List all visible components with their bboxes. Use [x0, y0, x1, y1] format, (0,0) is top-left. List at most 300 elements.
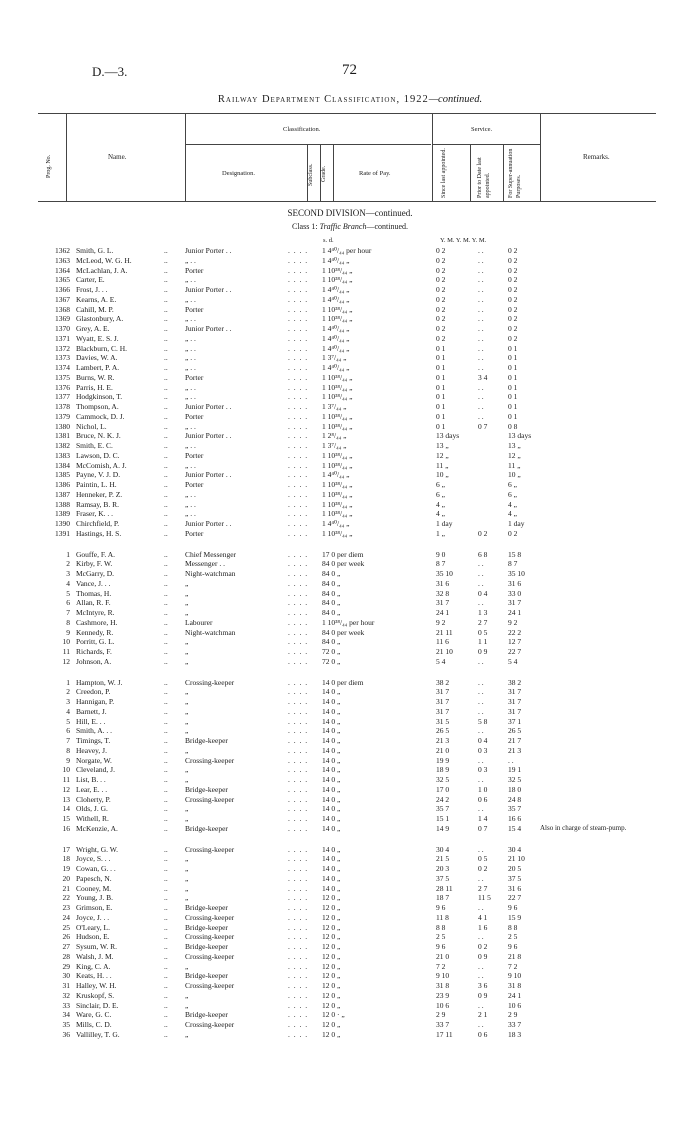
cell-designation: Junior Porter . .: [185, 431, 232, 441]
page-number: 72: [342, 62, 357, 78]
leader-dots: . . . .: [288, 324, 309, 333]
leader-dots: . . . .: [288, 823, 309, 833]
leader-dots: . . . .: [288, 637, 309, 647]
table-row: [0, 1020, 700, 1030]
cell-service-since-last: 0 1: [436, 343, 446, 353]
cell-service-prior: . .: [478, 304, 484, 314]
cell-rate-of-pay: 1 4⁴⁰/₄₄ „: [322, 333, 350, 343]
cell-service-prior: 0 4: [478, 736, 488, 745]
table-row: [0, 854, 700, 864]
table-row: [0, 246, 700, 256]
cell-leader-dots: ..: [164, 1020, 168, 1029]
cell-name: Hill, E. . .: [76, 716, 106, 726]
table-row: [0, 1010, 700, 1020]
cell-name: Blackburn, C. H.: [76, 343, 128, 353]
cell-leader-dots: ..: [164, 441, 168, 450]
table-row: [0, 795, 700, 805]
cell-service-since-last: 9 6: [436, 942, 446, 951]
cell-service-since-last: 0 1: [436, 421, 446, 431]
cell-service-prior: 2 7: [478, 883, 488, 893]
cell-prog-no: 23: [62, 903, 70, 912]
cell-prog-no: 29: [62, 961, 70, 971]
cell-leader-dots: ..: [164, 353, 168, 363]
cell-leader-dots: ..: [164, 971, 168, 981]
cell-designation: „: [185, 864, 189, 873]
cell-rate-of-pay: 1 10³⁸/₄₄ „: [322, 275, 353, 285]
table-row: [0, 305, 700, 315]
cell-name: McIntyre, R.: [76, 608, 115, 617]
cell-service-prior: 0 2: [478, 942, 488, 951]
leader-dots: . . . .: [288, 460, 309, 470]
table-row: [0, 295, 700, 305]
cell-name: Bruce, N. K. J.: [76, 431, 121, 441]
leader-dots: . . . .: [288, 559, 309, 569]
cell-service-superannuation: 9 6: [508, 903, 518, 912]
cell-name: Paintin, L. H.: [76, 480, 117, 489]
cell-service-superannuation: 21 10: [508, 854, 525, 864]
cell-service-prior: 0 2: [478, 864, 488, 873]
cell-service-prior: . .: [478, 775, 484, 784]
cell-service-prior: . .: [478, 578, 484, 588]
cell-leader-dots: ..: [164, 656, 168, 666]
leader-dots: . . . .: [288, 333, 309, 343]
cell-name: King, C. A.: [76, 961, 111, 971]
cell-name: Cowan, G. . .: [76, 864, 116, 873]
cell-name: Grey, A. E.: [76, 324, 110, 333]
cell-service-superannuation: 6 „: [508, 480, 517, 489]
cell-leader-dots: ..: [164, 578, 168, 588]
cell-service-since-last: 31 7: [436, 687, 450, 697]
cell-service-prior: 3 4: [478, 372, 488, 382]
section-heading: SECOND DIVISION—continued.: [287, 208, 413, 218]
cell-rate-of-pay: 84 0 „: [322, 588, 341, 598]
cell-service-prior: 1 0: [478, 784, 488, 794]
cell-designation: „ . .: [185, 353, 196, 363]
col-for-super: For Super-annuation Purposes.: [508, 148, 522, 198]
cell-prog-no: 1365: [55, 275, 70, 285]
leader-dots: . . . .: [288, 755, 309, 765]
cell-prog-no: 11: [62, 647, 70, 656]
title-main: Railway Department Classification, 1922: [217, 94, 429, 105]
cell-prog-no: 10: [62, 765, 70, 775]
cell-designation: „: [185, 961, 189, 971]
cell-rate-of-pay: 1 4⁴⁰/₄₄ „: [322, 363, 350, 372]
cell-leader-dots: ..: [164, 1029, 168, 1039]
leader-dots: . . . .: [288, 246, 309, 255]
cell-prog-no: 19: [62, 864, 70, 873]
cell-service-prior: . .: [478, 314, 484, 324]
cell-service-prior: 1 3: [478, 608, 488, 617]
cell-rate-of-pay: 12 0 „: [322, 1000, 341, 1010]
section-subheading: [0, 222, 700, 231]
leader-dots: . . . .: [288, 922, 309, 932]
cell-leader-dots: ..: [164, 794, 168, 804]
leader-dots: . . . .: [288, 932, 309, 942]
table-row: [0, 480, 700, 490]
cell-service-since-last: 9 6: [436, 903, 446, 912]
cell-prog-no: 1374: [55, 363, 70, 372]
cell-rate-of-pay: 12 0 „: [322, 981, 341, 990]
cell-designation: „ . .: [185, 382, 196, 392]
leader-dots: . . . .: [288, 489, 309, 499]
leader-dots: . . . .: [288, 864, 309, 873]
cell-service-superannuation: 0 2: [508, 275, 518, 285]
cell-designation: „ . .: [185, 314, 196, 324]
cell-service-superannuation: 10 „: [508, 470, 521, 480]
cell-prog-no: 4: [66, 578, 70, 588]
cell-service-superannuation: 31 6: [508, 883, 522, 893]
cell-service-superannuation: 9 10: [508, 971, 522, 981]
cell-service-superannuation: 0 1: [508, 411, 518, 421]
table-row: [0, 726, 700, 736]
cell-service-superannuation: 35 7: [508, 804, 522, 814]
cell-name: Henneker, P. Z.: [76, 489, 123, 499]
cell-rate-of-pay: 1 10³⁸/₄₄ „: [322, 314, 353, 324]
table-row: [0, 266, 700, 276]
cell-service-prior: . .: [478, 246, 484, 255]
cell-leader-dots: ..: [164, 990, 168, 1000]
cell-rate-of-pay: 14 0 „: [322, 726, 341, 736]
cell-designation: Chief Messenger: [185, 549, 237, 559]
cell-prog-no: 20: [62, 873, 70, 883]
cell-designation: „: [185, 1029, 189, 1039]
cell-designation: Bridge-keeper: [185, 823, 228, 833]
table-row: [0, 314, 700, 324]
cell-service-since-last: 10 6: [436, 1000, 450, 1010]
cell-leader-dots: ..: [164, 922, 168, 932]
leader-dots: . . . .: [288, 745, 309, 755]
cell-leader-dots: ..: [164, 716, 168, 726]
table-row: [0, 285, 700, 295]
cell-leader-dots: ..: [164, 549, 168, 559]
cell-name: O'Leary, L.: [76, 922, 110, 932]
cell-service-since-last: 0 1: [436, 382, 446, 392]
cell-service-since-last: 24 2: [436, 794, 450, 804]
cell-prog-no: 27: [62, 942, 70, 951]
cell-leader-dots: ..: [164, 333, 168, 343]
leader-dots: . . . .: [288, 314, 309, 324]
cell-prog-no: 12: [62, 656, 70, 666]
cell-rate-of-pay: 17 0 per diem: [322, 549, 364, 559]
cell-service-prior: 2 1: [478, 1010, 488, 1020]
cell-designation: Crossing-keeper: [185, 794, 235, 804]
cell-name: Hannigan, P.: [76, 697, 115, 706]
cell-name: Payne, V. J. D.: [76, 470, 121, 480]
cell-leader-dots: ..: [164, 1000, 168, 1010]
cell-name: Joyce, S. . .: [76, 854, 111, 864]
cell-rate-of-pay: 1 4⁴⁰/₄₄ „: [322, 294, 350, 304]
cell-name: Gouffe, F. A.: [76, 549, 116, 559]
cell-designation: Night-watchman: [185, 627, 236, 637]
cell-leader-dots: ..: [164, 755, 168, 765]
units-ym: Y. M. Y. M. Y. M.: [440, 237, 487, 244]
cell-prog-no: 3: [66, 697, 70, 706]
cell-leader-dots: ..: [164, 775, 168, 784]
cell-prog-no: 11: [62, 775, 70, 784]
cell-prog-no: 1371: [55, 333, 70, 343]
cell-name: Creedon, P.: [76, 687, 111, 697]
cell-service-prior: 0 5: [478, 854, 488, 864]
table-row: [0, 509, 700, 519]
cell-service-prior: 2 7: [478, 617, 488, 627]
leader-dots: . . . .: [288, 470, 309, 480]
leader-dots: . . . .: [288, 1000, 309, 1010]
cell-name: Sinclair, D. E.: [76, 1000, 119, 1010]
leader-dots: . . . .: [288, 411, 309, 421]
cell-service-since-last: 0 2: [436, 333, 446, 343]
cell-designation: „ . .: [185, 441, 196, 450]
branch-suffix: —continued.: [366, 222, 408, 231]
branch-name: Traffic Branch: [319, 222, 367, 231]
leader-dots: . . . .: [288, 480, 309, 489]
cell-rate-of-pay: 14 0 „: [322, 823, 341, 833]
table-row: [0, 519, 700, 529]
cell-designation: Junior Porter . .: [185, 246, 232, 255]
cell-designation: „: [185, 608, 189, 617]
cell-designation: „ . .: [185, 489, 196, 499]
cell-service-prior: . .: [478, 873, 484, 883]
col-remarks: Remarks.: [583, 153, 610, 161]
cell-service-superannuation: 2 5: [508, 932, 518, 942]
cell-leader-dots: ..: [164, 608, 168, 617]
cell-designation: Crossing-keeper: [185, 755, 235, 765]
cell-designation: Bridge-keeper: [185, 736, 228, 745]
cell-service-superannuation: 7 2: [508, 961, 518, 971]
cell-name: Allan, R. F.: [76, 598, 111, 608]
cell-designation: „ . .: [185, 460, 196, 470]
cell-rate-of-pay: 72 0 „: [322, 656, 341, 666]
cell-service-since-last: 35 10: [436, 569, 453, 578]
cell-name: Keats, H. . .: [76, 971, 112, 981]
cell-service-prior: 6 8: [478, 549, 488, 559]
cell-service-superannuation: 0 1: [508, 372, 518, 382]
leader-dots: . . . .: [288, 549, 309, 559]
cell-designation: „ . .: [185, 509, 196, 519]
table-row: [0, 608, 700, 618]
cell-leader-dots: ..: [164, 392, 168, 402]
cell-service-since-last: 0 2: [436, 304, 446, 314]
cell-service-superannuation: 8 7: [508, 559, 518, 569]
leader-dots: . . . .: [288, 951, 309, 961]
leader-dots: . . . .: [288, 255, 309, 265]
leader-dots: . . . .: [288, 598, 309, 608]
cell-rate-of-pay: 1 4⁴⁰/₄₄ „: [322, 285, 350, 294]
cell-prog-no: 7: [66, 608, 70, 617]
col-grade: Grade.: [321, 165, 327, 182]
cell-service-since-last: 0 1: [436, 372, 446, 382]
cell-name: Timings, T.: [76, 736, 111, 745]
leader-dots: . . . .: [288, 353, 309, 363]
cell-service-superannuation: 0 1: [508, 392, 518, 402]
cell-rate-of-pay: 12 0 „: [322, 961, 341, 971]
cell-designation: Junior Porter . .: [185, 470, 232, 480]
cell-leader-dots: ..: [164, 677, 168, 687]
leader-dots: . . . .: [288, 854, 309, 864]
cell-rate-of-pay: 12 0 „: [322, 1020, 341, 1029]
leader-dots: . . . .: [288, 893, 309, 903]
cell-name: Cahill, M. P.: [76, 304, 114, 314]
cell-service-superannuation: 13 days: [508, 431, 532, 441]
cell-name: Vallilley, T. G.: [76, 1029, 120, 1039]
cell-leader-dots: ..: [164, 246, 168, 255]
cell-leader-dots: ..: [164, 519, 168, 528]
row-group: [0, 845, 700, 1040]
cell-rate-of-pay: 12 0 · „: [322, 1010, 345, 1020]
cell-name: McLeod, W. G. H.: [76, 255, 132, 265]
cell-name: Halley, W. H.: [76, 981, 117, 990]
cell-service-superannuation: 26 5: [508, 726, 522, 736]
cell-designation: Porter: [185, 372, 204, 382]
leader-dots: . . . .: [288, 294, 309, 304]
col-since-last: Since last appointed.: [441, 148, 447, 198]
cell-prog-no: 1364: [55, 265, 70, 275]
table-row: [0, 765, 700, 775]
cell-service-since-last: 9 10: [436, 971, 450, 981]
table-row: [0, 893, 700, 903]
cell-designation: „ . .: [185, 343, 196, 353]
cell-service-prior: . .: [478, 569, 484, 578]
cell-prog-no: 1388: [55, 499, 70, 509]
cell-leader-dots: ..: [164, 569, 168, 578]
cell-leader-dots: ..: [164, 598, 168, 608]
cell-designation: Crossing-keeper: [185, 981, 235, 990]
cell-prog-no: 5: [66, 716, 70, 726]
cell-rate-of-pay: 1 10³⁸/₄₄ „: [322, 392, 353, 402]
cell-designation: „ . .: [185, 363, 196, 372]
cell-leader-dots: ..: [164, 745, 168, 755]
cell-service-since-last: 23 9: [436, 990, 450, 1000]
cell-designation: „: [185, 775, 189, 784]
cell-name: Grimson, E.: [76, 903, 113, 912]
cell-leader-dots: ..: [164, 421, 168, 431]
cell-service-prior: . .: [478, 363, 484, 372]
row-group: [0, 246, 700, 539]
cell-leader-dots: ..: [164, 528, 168, 538]
cell-name: Ware, G. C.: [76, 1010, 112, 1020]
cell-designation: „: [185, 883, 189, 893]
cell-service-superannuation: 21 3: [508, 745, 522, 755]
cell-service-prior: . .: [478, 961, 484, 971]
cell-leader-dots: ..: [164, 588, 168, 598]
table-row: [0, 392, 700, 402]
cell-name: Burns, W. R.: [76, 372, 115, 382]
cell-rate-of-pay: 1 10³⁸/₄₄ „: [322, 450, 353, 460]
cell-service-superannuation: 9 2: [508, 617, 518, 627]
cell-rate-of-pay: 14 0 „: [322, 844, 341, 854]
leader-dots: . . . .: [288, 363, 309, 372]
cell-designation: Porter: [185, 528, 204, 538]
cell-rate-of-pay: 72 0 „: [322, 647, 341, 656]
cell-prog-no: 6: [66, 598, 70, 608]
cell-service-since-last: 17 11: [436, 1029, 453, 1039]
cell-service-superannuation: 31 7: [508, 687, 522, 697]
cell-designation: Crossing-keeper: [185, 844, 235, 854]
cell-prog-no: 17: [62, 844, 70, 854]
cell-service-prior: 0 3: [478, 745, 488, 755]
cell-designation: „: [185, 726, 189, 736]
table-row: [0, 756, 700, 766]
cell-name: Nichol, L.: [76, 421, 107, 431]
cell-service-since-last: 21 5: [436, 854, 450, 864]
cell-service-superannuation: 31 7: [508, 706, 522, 716]
cell-leader-dots: ..: [164, 411, 168, 421]
cell-rate-of-pay: 14 0 „: [322, 716, 341, 726]
table-row: [0, 903, 700, 913]
leader-dots: . . . .: [288, 687, 309, 697]
table-row: [0, 373, 700, 383]
cell-prog-no: 4: [66, 706, 70, 716]
cell-service-since-last: 0 2: [436, 275, 446, 285]
cell-leader-dots: ..: [164, 382, 168, 392]
cell-service-superannuation: 33 7: [508, 1020, 522, 1029]
cell-name: Hastings, H. S.: [76, 528, 122, 538]
cell-leader-dots: ..: [164, 343, 168, 353]
cell-service-prior: 0 6: [478, 1029, 488, 1039]
cell-prog-no: 30: [62, 971, 70, 981]
cell-service-prior: . .: [478, 706, 484, 716]
table-row: [0, 412, 700, 422]
cell-prog-no: 9: [66, 627, 70, 637]
cell-service-since-last: 12 „: [436, 450, 449, 460]
cell-service-superannuation: 38 2: [508, 677, 522, 687]
cell-rate-of-pay: 14 0 „: [322, 804, 341, 814]
cell-leader-dots: ..: [164, 275, 168, 285]
table-row: [0, 814, 700, 824]
cell-service-prior: 0 6: [478, 794, 488, 804]
cell-rate-of-pay: 84 0 „: [322, 598, 341, 608]
cell-leader-dots: ..: [164, 765, 168, 775]
units-sd: s. d.: [323, 237, 334, 244]
cell-service-since-last: 0 1: [436, 353, 446, 363]
cell-service-superannuation: 37 1: [508, 716, 522, 726]
cell-leader-dots: ..: [164, 697, 168, 706]
cell-prog-no: 22: [62, 893, 70, 903]
cell-service-prior: . .: [478, 255, 484, 265]
cell-service-since-last: 33 7: [436, 1020, 450, 1029]
cell-designation: Junior Porter . .: [185, 519, 232, 528]
cell-designation: „: [185, 1000, 189, 1010]
cell-prog-no: 33: [62, 1000, 70, 1010]
leader-dots: . . . .: [288, 1029, 309, 1039]
cell-service-since-last: 0 2: [436, 324, 446, 333]
cell-service-since-last: 18 9: [436, 765, 450, 775]
cell-name: Glastonbury, A.: [76, 314, 124, 324]
table-row: [0, 470, 700, 480]
leader-dots: . . . .: [288, 441, 309, 450]
table-row: [0, 736, 700, 746]
cell-leader-dots: ..: [164, 726, 168, 736]
cell-rate-of-pay: 1 10³⁸/₄₄ „: [322, 528, 353, 538]
cell-service-since-last: 11 8: [436, 912, 449, 922]
cell-leader-dots: ..: [164, 903, 168, 912]
cell-service-prior: . .: [478, 265, 484, 275]
cell-name: McComish, A. J.: [76, 460, 127, 470]
cell-leader-dots: ..: [164, 285, 168, 294]
cell-rate-of-pay: 14 0 „: [322, 687, 341, 697]
cell-service-since-last: 30 4: [436, 844, 450, 854]
cell-leader-dots: ..: [164, 736, 168, 745]
leader-dots: . . . .: [288, 509, 309, 519]
cell-service-superannuation: 22 2: [508, 627, 522, 637]
cell-service-since-last: 31 7: [436, 706, 450, 716]
cell-rate-of-pay: 1 3⁷/₄₄ „: [322, 402, 347, 411]
leader-dots: . . . .: [288, 981, 309, 990]
cell-rate-of-pay: 14 0 „: [322, 736, 341, 745]
cell-name: Lear, E. . .: [76, 784, 108, 794]
cell-service-since-last: 13 „: [436, 441, 449, 450]
cell-designation: „ . .: [185, 333, 196, 343]
cell-prog-no: 1: [66, 549, 70, 559]
